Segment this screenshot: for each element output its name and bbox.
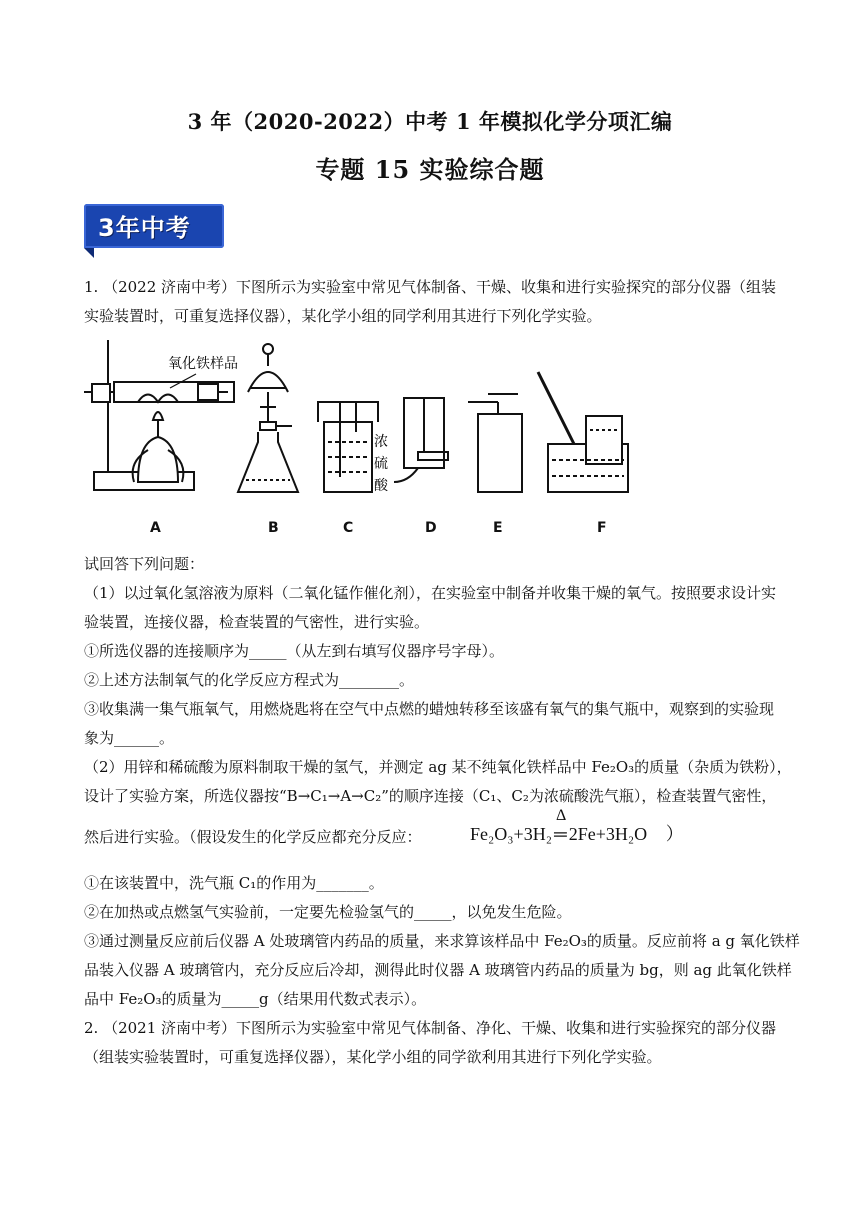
acid-label-2: 硫 xyxy=(374,456,388,472)
q1-part1-a: ①所选仪器的连接顺序为_____（从左到右填写仪器序号字母）。 xyxy=(84,642,505,660)
q1-part2-c-line-1: ③通过测量反应前后仪器 A 处玻璃管内药品的质量，来求算该样品中 Fe₂O₃的质量。反应前将 a g 氧化铁样 xyxy=(84,932,800,950)
sample-label: 氧化铁样品 xyxy=(168,356,238,372)
q1-part2-a: ①在该装置中，洗气瓶 C₁的作用为_______。 xyxy=(84,874,384,892)
q1-part2-c-line-3: 品中 Fe₂O₃的质量为_____g（结果用代数式表示）。 xyxy=(84,990,427,1008)
figure-label-d: D xyxy=(425,520,437,536)
figure-label-c: C xyxy=(343,520,354,536)
q1-prompt: 试回答下列问题： xyxy=(84,555,205,573)
acid-label-3: 酸 xyxy=(374,478,388,494)
q1-stem-line-2: 实验装置时，可重复选择仪器），某化学小组的同学利用其进行下列化学实验。 xyxy=(84,307,602,325)
q1-part2-line-2: 设计了实验方案，所选仪器按“B→C₁→A→C₂”的顺序连接（C₁、C₂为浓硫酸洗气瓶），检查装置气密性， xyxy=(84,787,777,805)
section-banner xyxy=(84,204,224,256)
equation-delta: Δ xyxy=(555,807,567,824)
q1-part2-line-1: （2）用锌和稀硫酸为原料制取干燥的氢气，并测定 ag 某不纯氧化铁样品中 Fe₂O₃的质量（杂质为铁粉）， xyxy=(84,758,792,776)
figure-label-f: F xyxy=(597,520,607,536)
q1-part2-line-3: 然后进行实验。（假设发生的化学反应都充分反应： xyxy=(84,828,422,846)
q2-stem-line-1: 2. （2021 济南中考）下图所示为实验室中常见气体制备、净化、干燥、收集和进行实验探究的部分仪器 xyxy=(84,1019,777,1037)
section-banner-label: 3年中考 xyxy=(98,214,191,242)
q2-stem-line-2: （组装实验装置时，可重复选择仪器），某化学小组的同学欲利用其进行下列化学实验。 xyxy=(84,1048,662,1066)
q1-part1-c-line-1: ③收集满一集气瓶氧气，用燃烧匙将在空气中点燃的蜡烛转移至该盛有氧气的集气瓶中，观察到的实验现 xyxy=(84,700,775,718)
acid-label-1: 浓 xyxy=(374,434,388,450)
q1-part1-c-line-2: 象为______。 xyxy=(84,729,175,747)
figure-label-a: A xyxy=(150,520,161,536)
equation-right: 2Fe+3H₂O xyxy=(568,824,648,844)
q1-stem-line-1: 1. （2022 济南中考）下图所示为实验室中常见气体制备、干燥、收集和进行实验探究的部分仪器（组装 xyxy=(84,278,777,296)
apparatus-a-lamp xyxy=(138,437,178,482)
q1-part2-c-line-2: 品装入仪器 A 玻璃管内，充分反应后冷却，测得此时仪器 A 玻璃管内药品的质量为 bg，则 ag 此氧化铁样 xyxy=(84,961,792,979)
q1-part1-line-2: 验装置，连接仪器，检查装置的气密性，进行实验。 xyxy=(84,613,430,631)
apparatus-e-bottle xyxy=(478,414,522,492)
equation-close: ） xyxy=(665,824,684,844)
q1-part1-line-1: （1）以过氧化氢溶液为原料（二氧化锰作催化剂），在实验室中制备并收集干燥的氧气。按照要求设计实 xyxy=(84,584,777,602)
apparatus-b-flask xyxy=(238,432,298,492)
figure-label-b: B xyxy=(268,520,279,536)
reaction-equation: Fe₂O₃+3H₂ ═ Δ 2Fe+3H₂O ） xyxy=(470,807,684,844)
q1-part1-b: ②上述方法制氧气的化学反应方程式为________。 xyxy=(84,671,415,689)
q1-part2-b: ②在加热或点燃氢气实验前，一定要先检验氢气的_____，以免发生危险。 xyxy=(84,903,572,921)
document-subtitle: 专题 15 实验综合题 xyxy=(315,155,545,184)
figure-label-e: E xyxy=(493,520,503,536)
document-title: 3 年（2020-2022）中考 1 年模拟化学分项汇编 xyxy=(187,109,673,134)
equation-left: Fe₂O₃+3H₂ xyxy=(470,824,552,844)
apparatus-figure xyxy=(78,332,638,542)
